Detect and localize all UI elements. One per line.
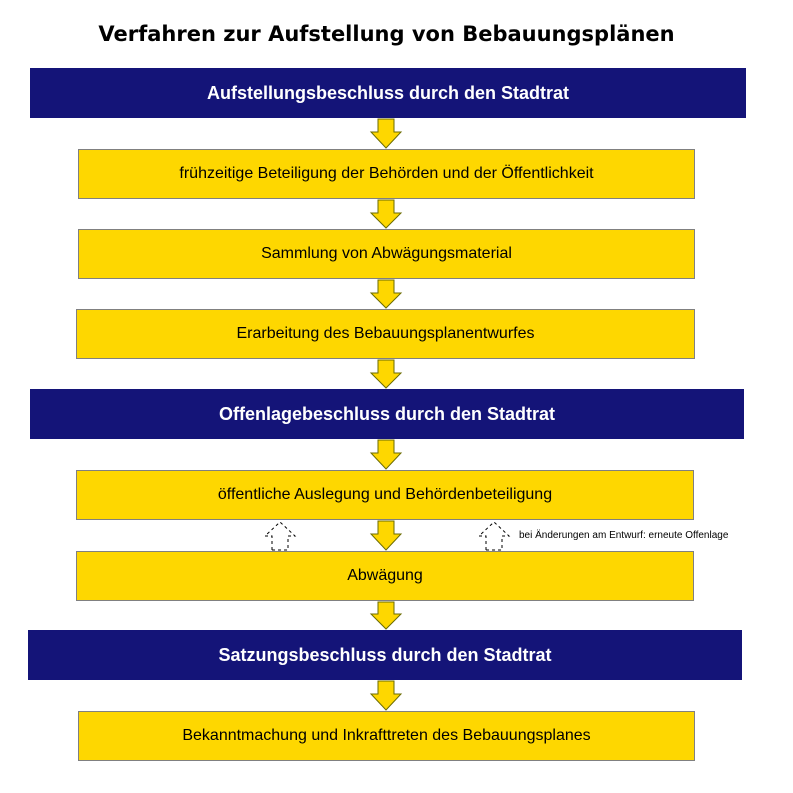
diagram-title: Verfahren zur Aufstellung von Bebauungsplänen: [98, 22, 675, 46]
down-arrow-icon: [369, 601, 403, 630]
satzungsbeschluss-box: Satzungsbeschluss durch den Stadtrat: [28, 630, 742, 680]
down-arrow-icon: [369, 359, 403, 389]
oeffentliche-auslegung-box: öffentliche Auslegung und Behördenbeteiligung: [76, 470, 694, 520]
bekanntmachung-box: Bekanntmachung und Inkrafttreten des Bebauungsplanes: [78, 711, 695, 761]
down-arrow-icon: [369, 118, 403, 149]
aufstellungsbeschluss-box: Aufstellungsbeschluss durch den Stadtrat: [30, 68, 746, 118]
down-arrow-icon: [369, 520, 403, 551]
down-arrow-icon: [369, 439, 403, 470]
erarbeitung-entwurf-box: Erarbeitung des Bebauungsplanentwurfes: [76, 309, 695, 359]
offenlage-note: bei Änderungen am Entwurf: erneute Offenlage: [519, 530, 729, 541]
down-arrow-icon: [369, 199, 403, 229]
down-arrow-icon: [369, 680, 403, 711]
sammlung-abwaegungsmaterial-box: Sammlung von Abwägungsmaterial: [78, 229, 695, 279]
down-arrow-icon: [369, 279, 403, 309]
dashed-up-arrow-icon: [477, 521, 511, 551]
dashed-up-arrow-icon: [263, 521, 297, 551]
abwaegung-box: Abwägung: [76, 551, 694, 601]
fruehzeitige-beteiligung-box: frühzeitige Beteiligung der Behörden und der Öffentlichkeit: [78, 149, 695, 199]
offenlagebeschluss-box: Offenlagebeschluss durch den Stadtrat: [30, 389, 744, 439]
